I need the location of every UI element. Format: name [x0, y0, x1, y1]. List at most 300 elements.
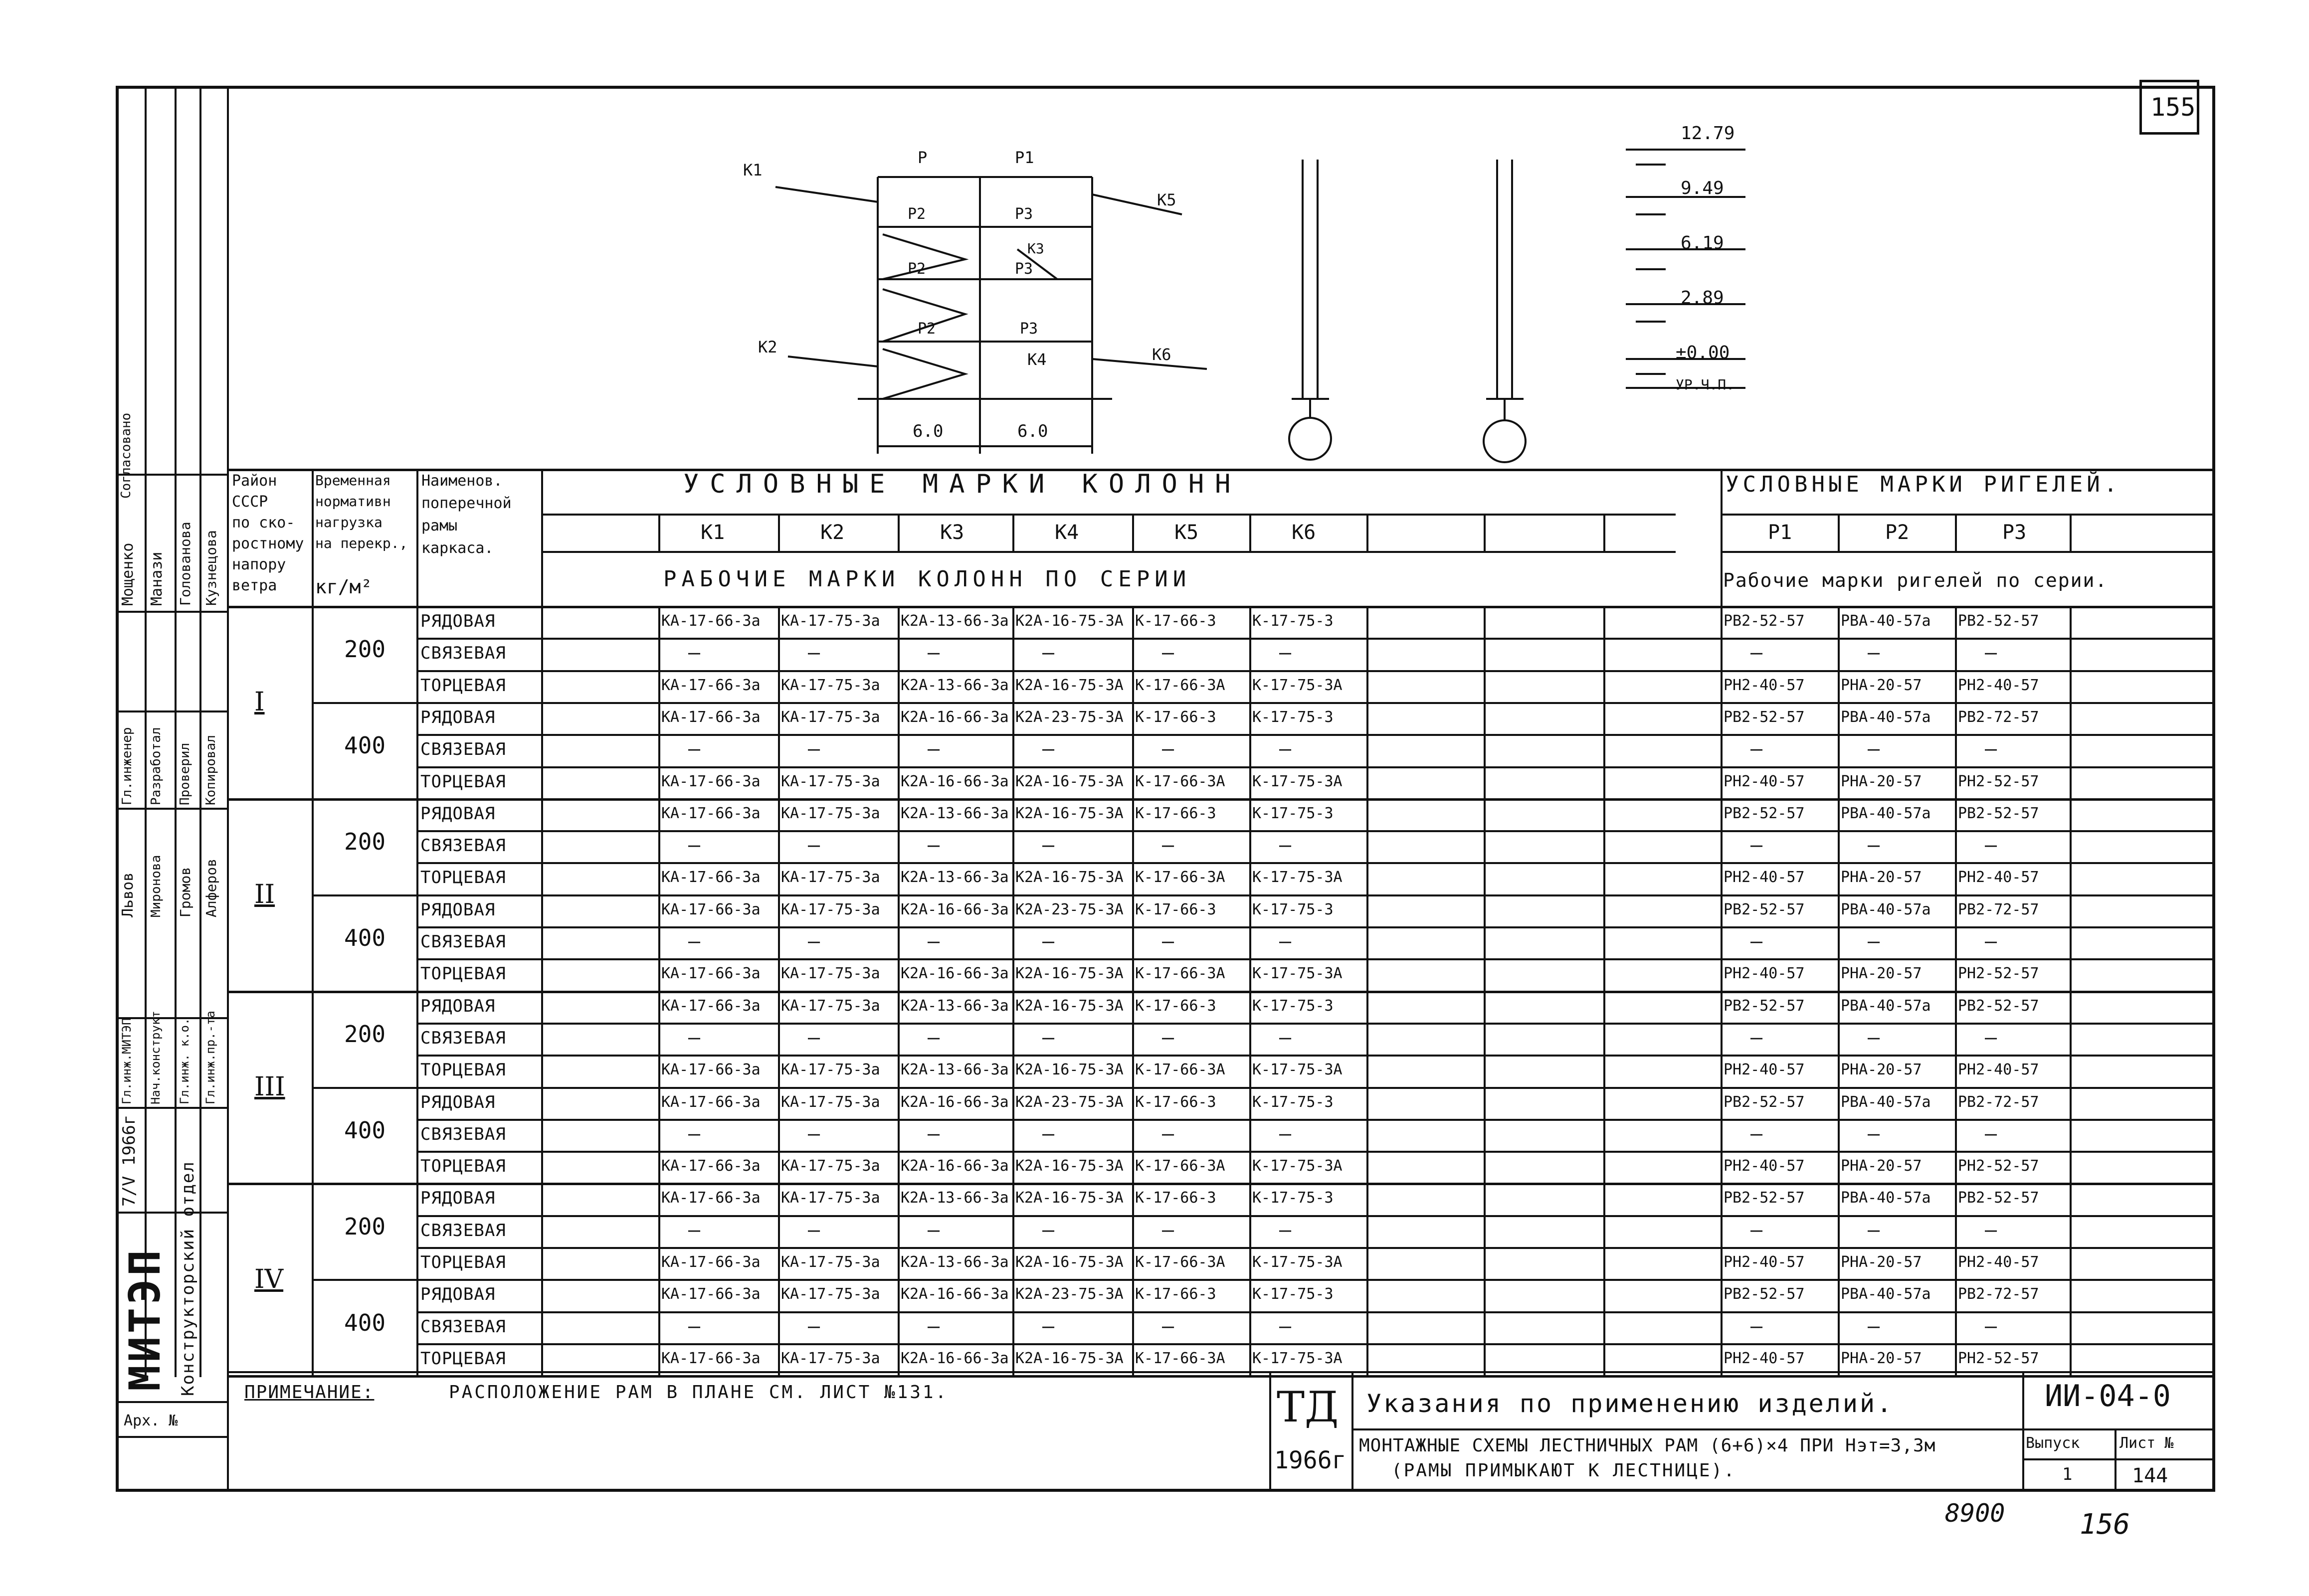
table-cell: К-17-66-3А	[1135, 1157, 1225, 1175]
strip-line	[175, 86, 177, 1377]
table-cell: К-17-66-3	[1135, 1093, 1216, 1111]
table-cell: КА-17-66-3а	[661, 1189, 761, 1207]
region-iv: IV	[254, 1264, 284, 1294]
table-cell: —	[1750, 930, 1763, 953]
strip-line	[116, 1107, 227, 1109]
table-cell: РН2-40-57	[1958, 1061, 2039, 1079]
table-cell: К2А-16-66-3а	[901, 900, 1009, 918]
header-col-mark: К3	[940, 521, 964, 544]
table-cell: КА-17-66-3а	[661, 1157, 761, 1175]
table-cell: КА-17-66-3а	[661, 804, 761, 822]
title-line	[227, 1371, 2215, 1373]
grid-line	[416, 1247, 2215, 1249]
table-cell: РВ2-52-57	[1958, 612, 2039, 630]
header-beam-mark: Р2	[1885, 521, 1910, 544]
table-cell: КА-17-75-3а	[781, 1349, 880, 1367]
frame-type: ТОРЦЕВАЯ	[420, 771, 506, 792]
grid-line	[1132, 514, 1134, 551]
load-value: 400	[344, 1116, 386, 1144]
header-column-series: РАБОЧИЕ МАРКИ КОЛОНН ПО СЕРИИ	[663, 566, 1191, 592]
table-cell: К2А-13-66-3а	[901, 804, 1009, 822]
table-cell: К-17-75-3	[1252, 804, 1334, 822]
table-cell: К2А-13-66-3а	[901, 997, 1009, 1015]
table-cell: К2А-16-75-3А	[1015, 1349, 1124, 1367]
table-cell: —	[928, 1314, 940, 1338]
grid-line	[1012, 514, 1014, 551]
grid-line	[1366, 514, 1368, 551]
table-cell: КА-17-66-3а	[661, 1285, 761, 1303]
table-cell: —	[1162, 737, 1174, 761]
table-cell: —	[928, 1122, 940, 1145]
table-cell: К-17-66-3А	[1135, 965, 1225, 983]
table-cell: —	[808, 1026, 820, 1049]
table-cell: КА-17-66-3а	[661, 869, 761, 887]
strip-org: МИТЭП	[120, 1247, 170, 1391]
table-cell: РНА-20-57	[1841, 1157, 1922, 1175]
label-p3: P3	[1020, 320, 1038, 338]
strip-role: Гл.инж. к.о.	[178, 1018, 192, 1104]
table-cell: К-17-75-3	[1252, 900, 1334, 918]
strip-role: Проверил	[178, 742, 192, 805]
table-cell: РНА-20-57	[1841, 772, 1922, 790]
table-cell: —	[1042, 641, 1055, 665]
grid-line	[658, 514, 660, 551]
sheet-label: Лист №	[2119, 1434, 2174, 1452]
frame-type: РЯДОВАЯ	[420, 1284, 496, 1305]
table-cell: —	[1279, 834, 1292, 857]
frame-type: РЯДОВАЯ	[420, 996, 496, 1016]
header-column-marks-title: УСЛОВНЫЕ МАРКИ КОЛОНН	[683, 469, 1242, 499]
header-name-line: рамы	[421, 517, 458, 534]
title-line	[2022, 1458, 2215, 1460]
table-cell: РН2-40-57	[1724, 772, 1805, 790]
header-name-line: Наименов.	[421, 472, 503, 490]
header-col-mark: К4	[1055, 521, 1079, 544]
table-cell: РВ2-52-57	[1724, 900, 1805, 918]
table-cell: —	[808, 1314, 820, 1338]
table-cell: РВ2-52-57	[1724, 997, 1805, 1015]
table-cell: —	[928, 1026, 940, 1049]
table-cell: РН2-40-57	[1724, 1061, 1805, 1079]
table-cell: К-17-66-3А	[1135, 772, 1225, 790]
grid-line	[416, 862, 2215, 864]
table-cell: РВА-40-57а	[1841, 1189, 1931, 1207]
table-cell: —	[1750, 737, 1763, 761]
table-cell: КА-17-66-3а	[661, 965, 761, 983]
frame-type: РЯДОВАЯ	[420, 1092, 496, 1112]
title-sub2: (РАМЫ ПРИМЫКАЮТ К ЛЕСТНИЦЕ).	[1391, 1460, 1736, 1481]
grid-line	[1249, 514, 1251, 551]
note-text: РАСПОЛОЖЕНИЕ РАМ В ПЛАНЕ СМ. ЛИСТ №131.	[449, 1382, 949, 1403]
table-cell: К-17-75-3А	[1252, 772, 1343, 790]
table-cell: КА-17-75-3а	[781, 612, 880, 630]
load-value: 200	[344, 828, 386, 856]
strip-line	[199, 86, 201, 1377]
level-label: УР.Ч.П.	[1676, 376, 1735, 393]
table-cell: РВ2-72-57	[1958, 708, 2039, 726]
grid-line	[2070, 514, 2072, 551]
table-cell: —	[688, 1218, 701, 1241]
table-cell: КА-17-75-3а	[781, 1093, 880, 1111]
header-region-line: Район	[232, 472, 277, 490]
grid-line	[541, 469, 543, 1375]
dim-label: 6.0	[1017, 421, 1048, 441]
table-cell: К2А-16-66-3а	[901, 1349, 1009, 1367]
level-label: 12.79	[1681, 123, 1735, 144]
grid-line	[1603, 514, 1605, 551]
table-cell: РВА-40-57а	[1841, 997, 1931, 1015]
table-cell: —	[1868, 1026, 1880, 1049]
handwritten-number: 8900	[1945, 1499, 2005, 1528]
frame-type: ТОРЦЕВАЯ	[420, 1348, 506, 1369]
label-k3: K3	[1027, 240, 1044, 257]
level-label: 6.19	[1681, 233, 1724, 253]
strip-name: Манази	[148, 551, 166, 606]
label-k2: K2	[758, 338, 777, 356]
table-cell: КА-17-75-3а	[781, 1189, 880, 1207]
table-cell: —	[688, 1122, 701, 1145]
table-cell: К2А-13-66-3а	[901, 1189, 1009, 1207]
table-cell: —	[808, 737, 820, 761]
header-load-line: Временная	[315, 472, 391, 489]
title-year: 1966г	[1274, 1446, 1347, 1474]
table-cell: —	[1279, 1218, 1292, 1241]
table-cell: К2А-16-66-3а	[901, 1157, 1009, 1175]
table-cell: К-17-75-3	[1252, 997, 1334, 1015]
table-cell: —	[688, 1026, 701, 1049]
table-cell: —	[1985, 1314, 1997, 1338]
table-cell: —	[1750, 1314, 1763, 1338]
table-cell: —	[1279, 641, 1292, 665]
table-cell: РВ2-52-57	[1724, 612, 1805, 630]
frame-type: РЯДОВАЯ	[420, 1188, 496, 1209]
table-cell: —	[1868, 930, 1880, 953]
table-cell: К2А-16-75-3А	[1015, 804, 1124, 822]
table-cell: РН2-40-57	[1724, 676, 1805, 694]
table-cell: К2А-16-66-3а	[901, 965, 1009, 983]
header-beam-mark: Р3	[2002, 521, 2027, 544]
header-name-line: каркаса.	[421, 539, 494, 557]
table-cell: К-17-75-3А	[1252, 1061, 1343, 1079]
table-cell: К2А-13-66-3а	[901, 612, 1009, 630]
strip-name: Алферов	[203, 858, 219, 917]
table-cell: К-17-75-3А	[1252, 1253, 1343, 1271]
table-cell: —	[1042, 1026, 1055, 1049]
table-cell: —	[1162, 834, 1174, 857]
label-p2: P2	[918, 320, 936, 338]
grid-line	[416, 1119, 2215, 1121]
table-cell: К2А-23-75-3А	[1015, 900, 1124, 918]
table-cell: К-17-66-3	[1135, 900, 1216, 918]
strip-line	[116, 611, 227, 613]
table-cell: КА-17-75-3а	[781, 900, 880, 918]
table-cell: К-17-66-3А	[1135, 1061, 1225, 1079]
grid-line	[416, 1151, 2215, 1153]
strip-line	[116, 1212, 227, 1214]
table-cell: —	[1868, 1122, 1880, 1145]
grid-line	[416, 670, 2215, 672]
strip-name: Миронова	[149, 855, 164, 917]
table-cell: К2А-16-75-3А	[1015, 676, 1124, 694]
grid-line	[416, 1023, 2215, 1025]
frame-type: ТОРЦЕВАЯ	[420, 964, 506, 984]
title-line	[1351, 1371, 1353, 1492]
header-load-line: кг/м²	[315, 576, 373, 598]
frame-type: СВЯЗЕВАЯ	[420, 739, 506, 760]
table-cell: РВА-40-57а	[1841, 612, 1931, 630]
grid-line	[416, 830, 2215, 832]
table-cell: КА-17-66-3а	[661, 900, 761, 918]
table-cell: —	[1985, 930, 1997, 953]
table-cell: К-17-66-3	[1135, 1189, 1216, 1207]
table-cell: КА-17-66-3а	[661, 772, 761, 790]
table-cell: РВА-40-57а	[1841, 1093, 1931, 1111]
table-cell: К2А-23-75-3А	[1015, 1093, 1124, 1111]
table-cell: КА-17-66-3а	[661, 708, 761, 726]
table-cell: РВ2-52-57	[1724, 1093, 1805, 1111]
table-cell: К-17-75-3	[1252, 1189, 1334, 1207]
soglasovano-label: Согласовано	[119, 412, 134, 499]
grid-line	[227, 991, 2215, 993]
table-cell: К2А-23-75-3А	[1015, 1285, 1124, 1303]
table-cell: —	[1279, 930, 1292, 953]
table-cell: —	[928, 737, 940, 761]
table-cell: —	[1162, 930, 1174, 953]
table-cell: КА-17-75-3а	[781, 772, 880, 790]
load-value: 200	[344, 1020, 386, 1048]
table-cell: —	[1042, 737, 1055, 761]
table-cell: РН2-40-57	[1958, 869, 2039, 887]
table-cell: К2А-16-75-3А	[1015, 772, 1124, 790]
table-cell: —	[1279, 1314, 1292, 1338]
table-cell: РВА-40-57а	[1841, 804, 1931, 822]
table-cell: К2А-16-75-3А	[1015, 965, 1124, 983]
strip-line	[116, 710, 227, 712]
table-cell: —	[1042, 834, 1055, 857]
table-cell: КА-17-75-3а	[781, 1157, 880, 1175]
strip-role: Гл.инж.пр.-та	[203, 1011, 217, 1104]
header-region-line: напору	[232, 556, 286, 573]
table-cell: К2А-13-66-3а	[901, 869, 1009, 887]
load-value: 400	[344, 732, 386, 759]
table-cell: КА-17-66-3а	[661, 1061, 761, 1079]
table-cell: К-17-75-3А	[1252, 869, 1343, 887]
table-cell: РН2-52-57	[1958, 772, 2039, 790]
table-cell: К-17-75-3А	[1252, 1157, 1343, 1175]
table-cell: К-17-66-3	[1135, 804, 1216, 822]
grid-line	[1955, 514, 1957, 551]
label-k1: K1	[743, 161, 763, 179]
strip-line	[116, 808, 227, 810]
table-cell: —	[928, 930, 940, 953]
title-line	[2022, 1371, 2024, 1492]
title-td: ТД	[1277, 1383, 1339, 1431]
table-cell: РВА-40-57а	[1841, 1285, 1931, 1303]
table-cell: К2А-16-75-3А	[1015, 1157, 1124, 1175]
grid-line	[416, 1311, 2215, 1313]
table-cell: —	[928, 1218, 940, 1241]
table-cell: —	[1985, 737, 1997, 761]
grid-line	[1721, 551, 2215, 553]
table-cell: КА-17-66-3а	[661, 997, 761, 1015]
grid-line	[416, 766, 2215, 768]
table-cell: РВ2-52-57	[1724, 1285, 1805, 1303]
frame-type: ТОРЦЕВАЯ	[420, 868, 506, 888]
table-cell: —	[808, 930, 820, 953]
frame-type: СВЯЗЕВАЯ	[420, 1028, 506, 1048]
issue-value: 1	[2062, 1464, 2073, 1484]
frame-type: СВЯЗЕВАЯ	[420, 1124, 506, 1144]
title-main: Указания по применению изделий.	[1366, 1389, 1894, 1418]
table-cell: К2А-16-66-3а	[901, 708, 1009, 726]
table-cell: РН2-40-57	[1724, 1157, 1805, 1175]
table-cell: К-17-75-3А	[1252, 1349, 1343, 1367]
table-cell: —	[928, 834, 940, 857]
table-cell: РВ2-72-57	[1958, 900, 2039, 918]
strip-dept: Конструкторский отдел	[178, 1161, 198, 1396]
table-cell: —	[808, 1122, 820, 1145]
strip-name: Громов	[177, 867, 193, 917]
grid-line	[312, 894, 2215, 896]
table-cell: РВ2-52-57	[1958, 1189, 2039, 1207]
note-label: ПРИМЕЧАНИЕ:	[244, 1382, 375, 1403]
level-label: ±0.00	[1676, 343, 1730, 363]
strip-line	[227, 86, 229, 1492]
grid-line	[416, 1215, 2215, 1217]
table-cell: —	[1162, 641, 1174, 665]
strip-role: Копировал	[203, 735, 218, 805]
table-cell: К2А-23-75-3А	[1015, 708, 1124, 726]
grid-line	[312, 469, 314, 1375]
table-cell: К2А-16-75-3А	[1015, 997, 1124, 1015]
table-cell: КА-17-66-3а	[661, 1349, 761, 1367]
table-cell: —	[1162, 1122, 1174, 1145]
table-cell: —	[688, 737, 701, 761]
frame-type: СВЯЗЕВАЯ	[420, 1220, 506, 1241]
table-cell: РНА-20-57	[1841, 1349, 1922, 1367]
table-cell: К2А-13-66-3а	[901, 1061, 1009, 1079]
table-cell: К2А-13-66-3а	[901, 1253, 1009, 1271]
grid-line	[227, 1375, 2215, 1378]
grid-line	[416, 1343, 2215, 1345]
header-region-line: СССР	[232, 493, 268, 511]
table-cell: РВ2-72-57	[1958, 1093, 2039, 1111]
label-k5: K5	[1157, 190, 1176, 209]
grid-line	[1484, 514, 1486, 551]
table-cell: КА-17-75-3а	[781, 965, 880, 983]
table-cell: РВ2-52-57	[1724, 708, 1805, 726]
header-col-mark: К6	[1292, 521, 1316, 544]
header-name-line: поперечной	[421, 495, 512, 512]
table-cell: К-17-66-3А	[1135, 1253, 1225, 1271]
table-cell: К-17-75-3А	[1252, 965, 1343, 983]
table-cell: —	[688, 1314, 701, 1338]
grid-line	[312, 702, 2215, 704]
table-cell: К-17-66-3	[1135, 708, 1216, 726]
header-region-line: по ско-	[232, 514, 295, 532]
load-value: 200	[344, 636, 386, 663]
header-region-line: ростному	[232, 535, 304, 552]
strip-name: Львов	[119, 872, 137, 917]
table-cell: РВА-40-57а	[1841, 708, 1931, 726]
table-cell: К2А-16-66-3а	[901, 1285, 1009, 1303]
grid-line	[1838, 514, 1840, 551]
region-i: I	[254, 687, 265, 717]
frame-type: РЯДОВАЯ	[420, 803, 496, 824]
table-cell: —	[1868, 737, 1880, 761]
grid-line	[898, 514, 900, 551]
sheet-value: 144	[2132, 1464, 2168, 1487]
header-load-line: нагрузка	[315, 514, 383, 531]
table-cell: —	[1750, 1122, 1763, 1145]
title-code: ИИ-04-0	[2045, 1379, 2171, 1414]
table-cell: К-17-75-3	[1252, 708, 1334, 726]
table-cell: КА-17-75-3а	[781, 1253, 880, 1271]
table-cell: РНА-20-57	[1841, 1253, 1922, 1271]
frame-type: ТОРЦЕВАЯ	[420, 1156, 506, 1177]
table-cell: К-17-66-3А	[1135, 676, 1225, 694]
frame-type: СВЯЗЕВАЯ	[420, 932, 506, 952]
strip-line	[116, 1401, 227, 1403]
table-cell: К-17-66-3А	[1135, 1349, 1225, 1367]
table-cell: К-17-66-3А	[1135, 869, 1225, 887]
load-value: 400	[344, 1309, 386, 1336]
table-cell: —	[1042, 1314, 1055, 1338]
grid-line	[1721, 514, 2215, 516]
label-p1: P1	[1015, 148, 1034, 167]
grid-line	[227, 1183, 2215, 1185]
load-value: 400	[344, 924, 386, 951]
table-cell: КА-17-75-3а	[781, 1061, 880, 1079]
strip-arch: Арх. №	[124, 1412, 178, 1429]
table-cell: РНА-20-57	[1841, 965, 1922, 983]
table-cell: К2А-16-75-3А	[1015, 1189, 1124, 1207]
grid-line	[1721, 469, 1723, 1375]
grid-line	[227, 606, 2215, 608]
table-cell: —	[1868, 641, 1880, 665]
frame-type: ТОРЦЕВАЯ	[420, 675, 506, 696]
table-cell: —	[1750, 834, 1763, 857]
table-cell: К-17-66-3	[1135, 1285, 1216, 1303]
table-cell: —	[1279, 1026, 1292, 1049]
grid-line	[541, 551, 1676, 553]
grid-line	[312, 1279, 2215, 1281]
table-cell: РН2-40-57	[1724, 965, 1805, 983]
table-cell: —	[1985, 1218, 1997, 1241]
issue-label: Выпуск	[2026, 1434, 2080, 1452]
strip-name: Кузнецова	[203, 530, 219, 606]
table-cell: —	[1279, 737, 1292, 761]
grid-line	[312, 1087, 2215, 1089]
header-load-line: на перекр.,	[315, 535, 408, 551]
table-cell: —	[928, 641, 940, 665]
header-beam-marks-title: УСЛОВНЫЕ МАРКИ РИГЕЛЕЙ.	[1726, 472, 2121, 497]
table-cell: —	[808, 1218, 820, 1241]
table-cell: —	[688, 641, 701, 665]
table-cell: К-17-75-3	[1252, 1285, 1334, 1303]
table-cell: РВ2-52-57	[1958, 804, 2039, 822]
grid-line	[416, 734, 2215, 736]
table-cell: —	[1162, 1218, 1174, 1241]
table-cell: —	[808, 641, 820, 665]
table-cell: РВ2-72-57	[1958, 1285, 2039, 1303]
table-cell: —	[1279, 1122, 1292, 1145]
table-cell: РВА-40-57а	[1841, 900, 1931, 918]
grid-line	[541, 514, 1676, 516]
table-cell: —	[1985, 834, 1997, 857]
table-cell: РН2-40-57	[1724, 869, 1805, 887]
grid-line	[416, 469, 418, 1375]
